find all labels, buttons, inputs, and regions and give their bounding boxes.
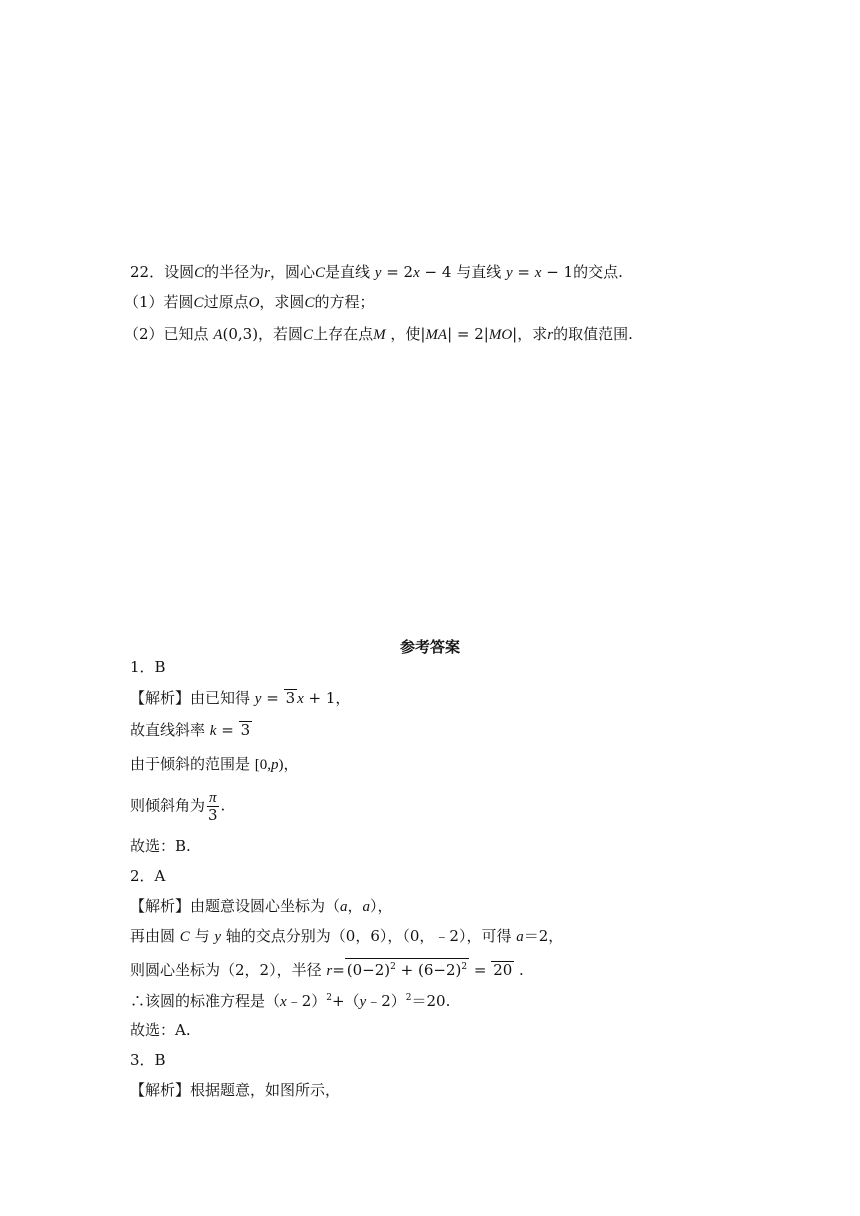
problem-22-stem: 22．设圆C的半径为r，圆心C是直线 y = 2x − 4 与直线 y = x − 1的交点. <box>130 263 623 281</box>
answer-3-number: 3．B <box>130 1051 166 1069</box>
answer-2-number: 2．A <box>130 867 166 885</box>
problem-22-part2: （2）已知点 A(0,3)，若圆C上存在点M ，使|MA| = 2|MO|，求r的取值范围. <box>124 325 633 343</box>
answer-1-line-5: 故选：B. <box>130 837 191 855</box>
answer-2-line-2: 再由圆 C 与 y 轴的交点分别为（0，6），（0，﹣2），可得 a＝2， <box>130 927 564 945</box>
problem-22-part1: （1）若圆C过原点O，求圆C的方程； <box>124 293 375 311</box>
answer-3-line-1: 【解析】根据题意，如图所示， <box>130 1081 341 1099</box>
answer-1-number: 1．B <box>130 658 166 676</box>
answer-2-line-3: 则圆心坐标为（2，2），半径 $r= (0-2)^2 + (6-2)^2 = 20$ . <box>130 958 524 981</box>
answer-2-line-1: 【解析】由题意设圆心坐标为（a，a）， <box>130 897 393 915</box>
answer-1-line-1: 【解析】由已知得 y = 3 x + 1， <box>130 689 351 707</box>
answers-title: 参考答案 <box>399 638 460 656</box>
answer-1-line-2: 故直线斜率 k = 3 <box>130 721 251 739</box>
answer-1-line-3: 由于倾斜的范围是 [0,p)， <box>130 755 299 773</box>
answer-1-line-4: 则倾斜角为 $\frac{\pi}{3}$ . <box>130 790 226 824</box>
answer-2-line-5: 故选：A. <box>130 1021 191 1039</box>
answer-2-line-4: ∴该圆的标准方程是（x﹣2）$^2$+（y﹣2）$^2$＝20. <box>130 992 451 1010</box>
